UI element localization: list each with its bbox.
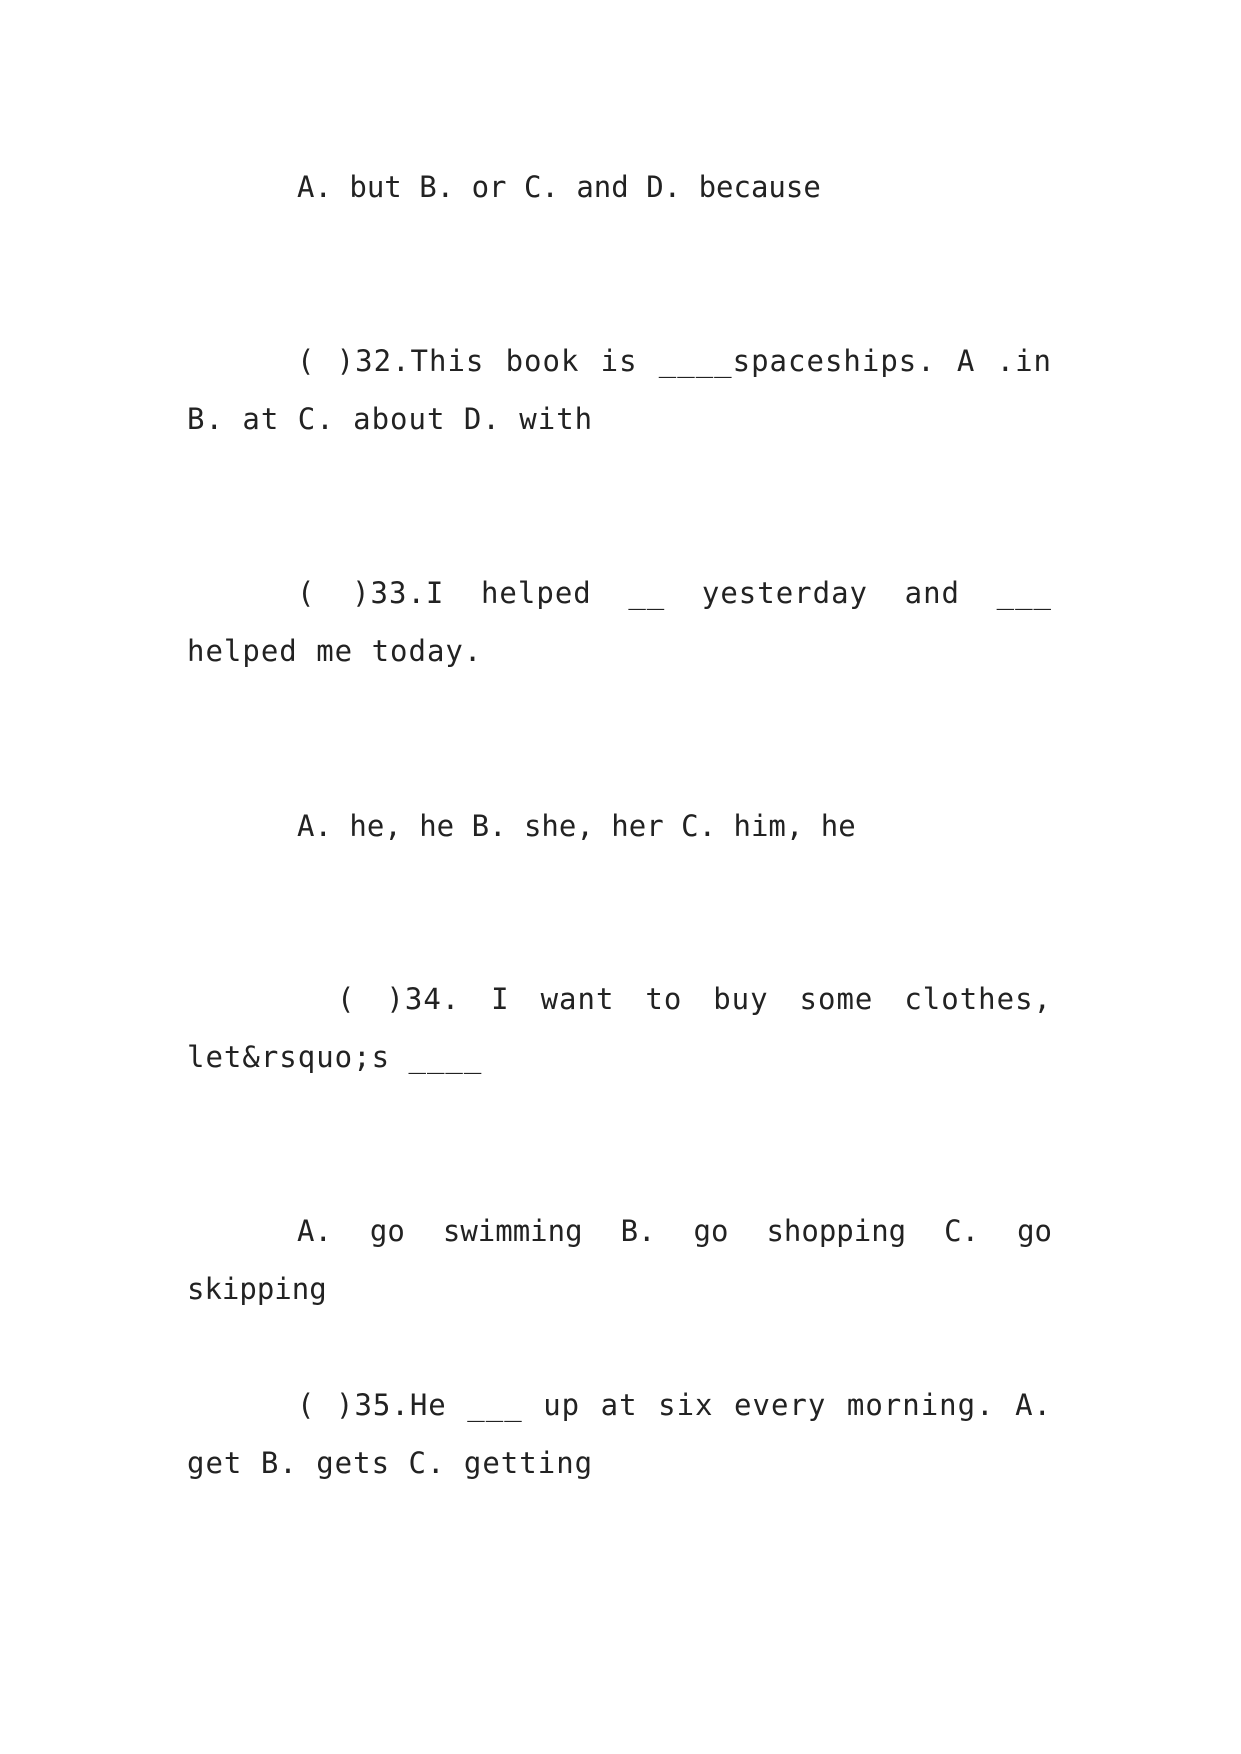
- question-35: ( )35.He ___ up at six every morning. A. get B. gets C. getting: [187, 1388, 1052, 1480]
- question-34: ( )34. I want to buy some clothes, let&rsquo;s ____: [187, 982, 1052, 1074]
- options-34: A. go swimming B. go shopping C. go skipping: [187, 1214, 1052, 1306]
- question-33: ( )33.I helped __ yesterday and ___ helped me today.: [187, 576, 1052, 668]
- options-31: A. but B. or C. and D. because: [297, 170, 821, 204]
- question-32: ( )32.This book is ____spaceships. A .in B. at C. about D. with: [187, 344, 1052, 436]
- options-33: A. he, he B. she, her C. him, he: [297, 809, 856, 843]
